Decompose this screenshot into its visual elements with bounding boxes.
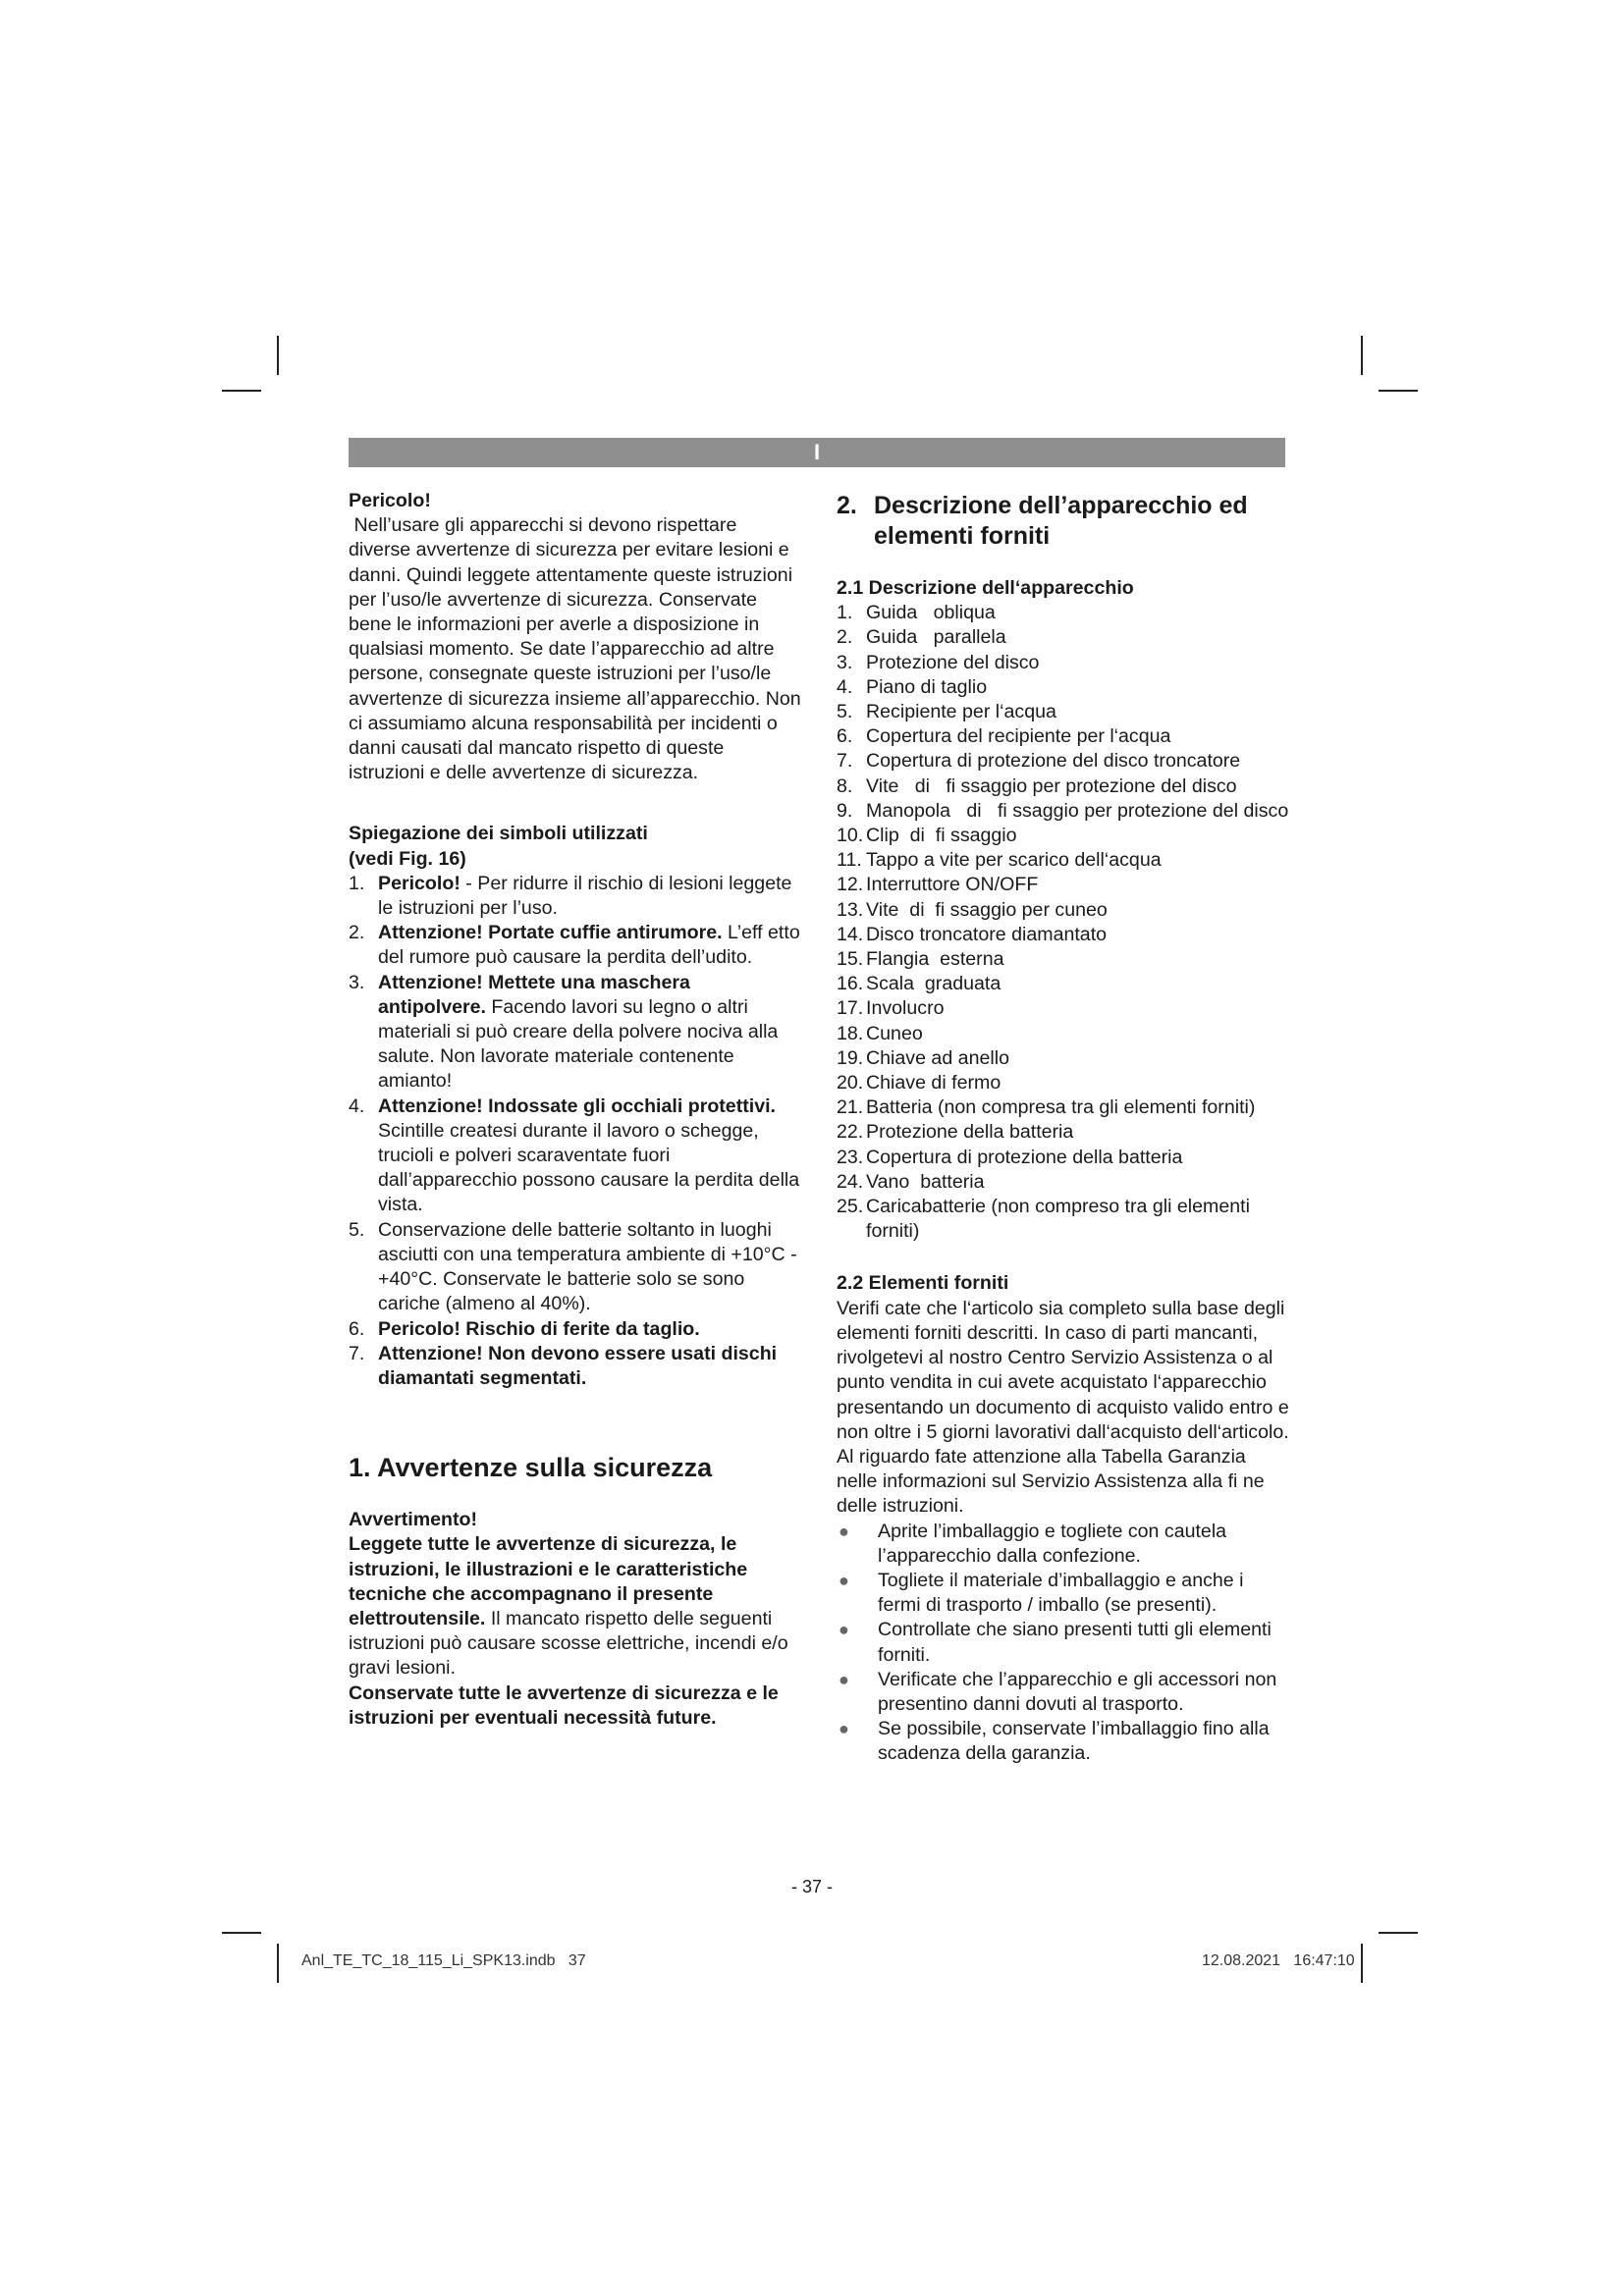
bullet-icon: ●	[839, 1570, 849, 1590]
part-item: 1. Guida obliqua	[837, 602, 996, 624]
sub2-text: Verifi cate che l‘articolo sia completo sulla base degli elementi forniti descritti. In caso di parti mancanti, rivolgetevi al nostro Centro Servizio Assistenza o al punto vendita in cui avete acquistato l‘apparecchio presentando un documento di acquisto valido entro e non oltre i 5 giorni lavorativi dall‘acquisto dell‘articolo. Al riguardo fate attenzione alla Tabella Garanzia nelle informazioni sul Servizio Assistenza alla fi ne delle istruzioni.	[837, 1297, 1289, 1518]
symbol-item: 5. Conservazione delle batterie soltanto in luoghi asciutti con una temperatura ambiente di +10°C - +40°C. Conservate le batterie solo se sono cariche (almeno al 40%).	[349, 1218, 797, 1315]
part-item: 22. Protezione della batteria	[837, 1121, 1074, 1144]
bullet-icon: ●	[839, 1669, 849, 1689]
danger-title: Pericolo!	[349, 490, 431, 511]
crop-mark	[277, 1944, 279, 1983]
warning-text: Leggete tutte le avvertenze di sicurezza, le istruzioni, le illustrazioni e le caratteristiche tecniche che accompagnano il presente elettroutensile. Il mancato rispetto delle seguenti istruzioni può causare scosse elettriche, incendi e/o gravi lesioni.	[349, 1533, 788, 1680]
part-item: 24. Vano batteria	[837, 1170, 985, 1193]
section1-title: 1. Avvertenze sulla sicurezza	[349, 1453, 713, 1483]
crop-mark	[1361, 336, 1363, 375]
symbols-title: Spiegazione dei simboli utilizzati	[349, 823, 648, 845]
part-item: 23. Copertura di protezione della batteria	[837, 1146, 1183, 1168]
symbol-item: 6. Pericolo! Rischio di ferite da taglio.	[349, 1317, 700, 1340]
list-item: ● Se possibile, conservate l’imballaggio fino alla scadenza della garanzia.	[839, 1718, 1270, 1765]
crop-mark	[1379, 1932, 1418, 1934]
symbol-item: 4. Attenzione! Indossate gli occhiali protettivi. Scintille createsi durante il lavoro o schegge, trucioli e polveri scaraventate fuori dall’apparecchio possono causare la perdita della vista.	[349, 1095, 800, 1216]
bullet-icon: ●	[839, 1719, 849, 1739]
crop-mark	[222, 390, 261, 392]
crop-mark	[277, 336, 279, 375]
part-item: 5. Recipiente per l‘acqua	[837, 701, 1056, 723]
part-item: 18. Cuneo	[837, 1022, 923, 1044]
file-name: Anl_TE_TC_18_115_Li_SPK13.indb 37	[301, 1952, 586, 1969]
part-item: 9. Manopola di fi ssaggio per protezione del disco	[837, 799, 1289, 822]
danger-text: Nell’usare gli apparecchi si devono rispettare diverse avvertenze di sicurezza per evitare lesioni e danni. Quindi leggete attentamente queste istruzioni per l’uso/le avvertenze di sicurezza. Conservate bene le informazioni per averle a disposizione in qualsiasi momento. Se date l’apparecchio ad altre persone, consegnate queste istruzioni per l’uso/le avvertenze di sicurezza insieme all’apparecchio. Non ci assumiamo alcuna responsabilità per incidenti o danni causati dal mancato rispetto di queste istruzioni e delle avvertenze di sicurezza.	[349, 514, 807, 784]
part-item: 19. Chiave ad anello	[837, 1046, 1009, 1069]
part-item: 16. Scala graduata	[837, 973, 1001, 995]
symbol-item: 7. Attenzione! Non devono essere usati dischi diamantati segmentati.	[349, 1342, 778, 1389]
bullet-icon: ●	[839, 1521, 849, 1541]
part-item: 8. Vite di fi ssaggio per protezione del disco	[837, 774, 1237, 797]
sub2-title: 2.2 Elementi forniti	[837, 1272, 1009, 1295]
crop-mark	[1379, 390, 1418, 392]
keep-instructions: Conservate tutte le avvertenze di sicurezza e le istruzioni per eventuali necessità future.	[349, 1682, 779, 1729]
part-item: 2. Guida parallela	[837, 626, 1006, 649]
language-header-bar	[349, 438, 1285, 467]
part-item: 25. Caricabatterie (non compreso tra gli elementi forniti)	[837, 1196, 1250, 1243]
part-item: 7. Copertura di protezione del disco troncatore	[837, 750, 1241, 773]
list-item: ● Aprite l’imballaggio e togliete con cautela l’apparecchio dalla confezione.	[839, 1520, 1227, 1567]
section2-title: 2. Descrizione dell’apparecchio ed elementi forniti	[837, 492, 1248, 550]
crop-mark	[222, 1932, 261, 1934]
part-item: 15. Flangia esterna	[837, 948, 1004, 971]
symbol-item: 3. Attenzione! Mettete una maschera antipolvere. Facendo lavori su legno o altri materiali si può creare della polvere nociva alla salute. Non lavorate materiale contenente amianto!	[349, 971, 779, 1093]
page-number: - 37 -	[790, 1877, 833, 1896]
part-item: 4. Piano di taglio	[837, 675, 988, 698]
part-item: 12. Interruttore ON/OFF	[837, 874, 1039, 896]
part-item: 17. Involucro	[837, 997, 945, 1020]
list-item: ● Verificate che l’apparecchio e gli accessori non presentino danni dovuti al trasporto.	[839, 1668, 1277, 1715]
parts-list	[837, 601, 1290, 1244]
symbols-subtitle: (vedi Fig. 16)	[349, 847, 466, 870]
symbols-list	[349, 872, 802, 1391]
part-item: 10. Clip di fi ssaggio	[837, 825, 1017, 847]
right-column	[837, 491, 1290, 1767]
crop-mark	[1361, 1944, 1363, 1983]
part-item: 14. Disco troncatore diamantato	[837, 923, 1108, 945]
print-date-time: 12.08.2021 16:47:10	[1202, 1952, 1355, 1969]
symbol-item: 1. Pericolo! - Per ridurre il rischio di lesioni leggete le istruzioni per l’uso.	[349, 872, 792, 920]
list-item: ● Togliete il materiale d’imballaggio e anche i fermi di trasporto / imballo (se presenti).	[839, 1569, 1244, 1617]
language-code: I	[813, 440, 821, 464]
symbol-item: 2. Attenzione! Portate cuffie antirumore. L’eff etto del rumore può causare la perdita dell’udito.	[349, 922, 800, 969]
part-item: 3. Protezione del disco	[837, 651, 1040, 673]
left-column	[349, 489, 807, 1731]
part-item: 21. Batteria (non compresa tra gli elementi forniti)	[837, 1096, 1256, 1119]
sub1-title: 2.1 Descrizione dell‘apparecchio	[837, 577, 1134, 599]
list-item: ● Controllate che siano presenti tutti gli elementi forniti.	[839, 1619, 1272, 1666]
part-item: 11. Tappo a vite per scarico dell‘acqua	[837, 849, 1162, 872]
warning-title: Avvertimento!	[349, 1509, 478, 1531]
part-item: 20. Chiave di fermo	[837, 1072, 1001, 1095]
part-item: 6. Copertura del recipiente per l‘acqua	[837, 725, 1171, 748]
part-item: 13. Vite di fi ssaggio per cuneo	[837, 898, 1108, 921]
unpack-list	[837, 1520, 1290, 1767]
bullet-icon: ●	[839, 1620, 849, 1640]
